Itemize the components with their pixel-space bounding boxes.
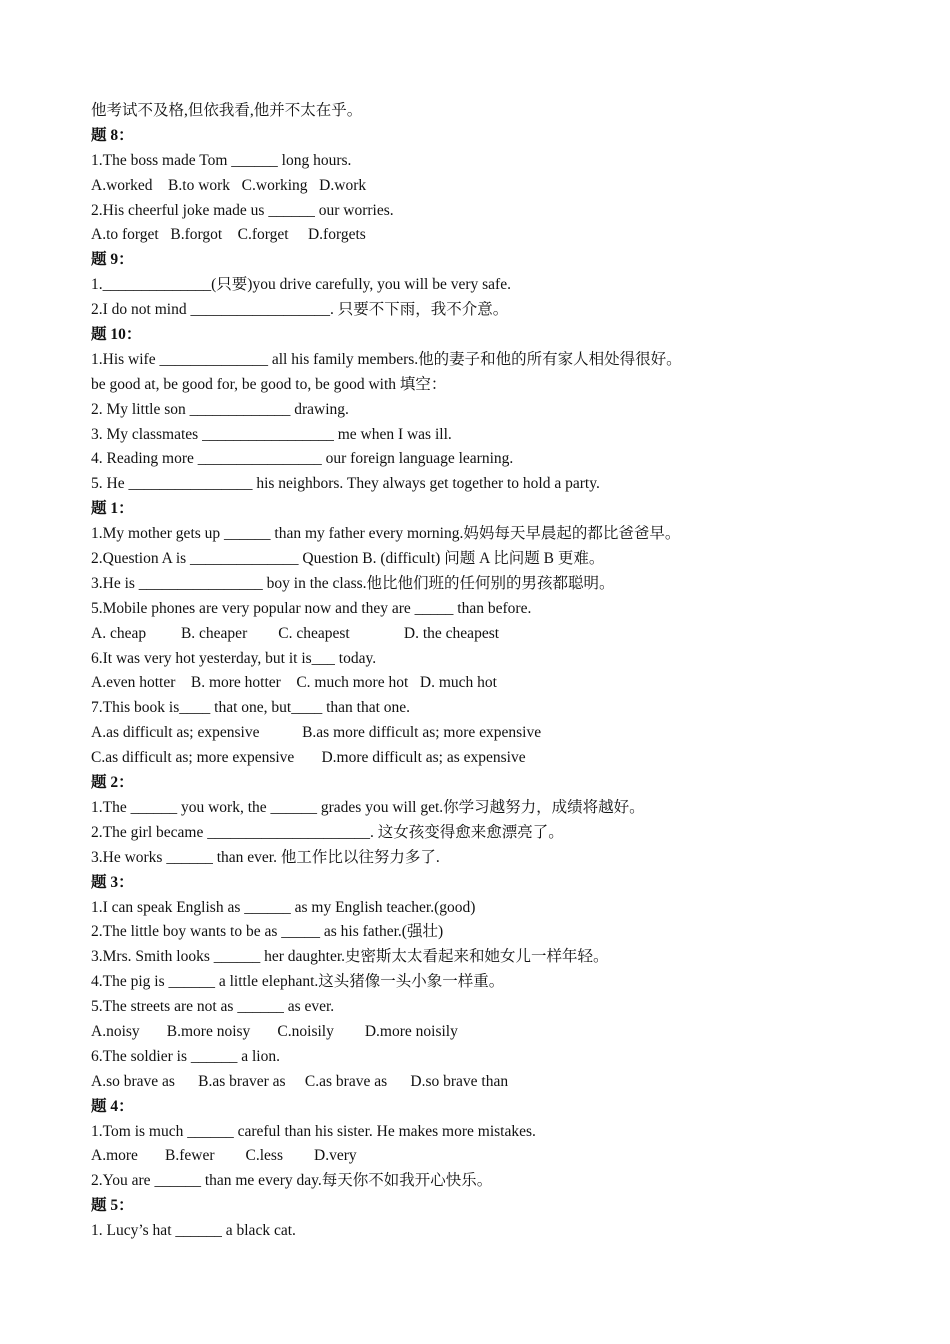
text-line: 2.You are ______ than me every day.每天你不如我开心快乐。 (91, 1172, 493, 1190)
text-line: A.worked B.to work C.working D.work (91, 176, 367, 194)
text-line: 2.His cheerful joke made us ______ our worries. (91, 201, 394, 219)
text-line: 1.______________(只要)you drive carefully, you will be very safe. (91, 276, 511, 294)
text-line: C.as difficult as; more expensive D.more difficult as; as expensive (91, 749, 526, 767)
text-line: A.so brave as B.as braver as C.as brave as D.so brave than (91, 1072, 509, 1090)
section-heading: 题 1： (91, 500, 134, 518)
text-line: 2.The girl became _____________________. 这女孩变得愈来愈漂亮了。 (91, 823, 564, 841)
section-heading: 题 5： (91, 1197, 134, 1215)
text-line: 2.I do not mind __________________. 只要不下雨，我不介意。 (91, 301, 509, 319)
text-line: 3.He works ______ than ever. 他工作比以往努力多了. (91, 848, 440, 866)
section-heading: 题 10： (91, 326, 142, 344)
text-line: 1.The ______ you work, the ______ grades you will get.你学习越努力，成绩将越好。 (91, 798, 645, 816)
text-line: 4.The pig is ______ a little elephant.这头猪像一头小象一样重。 (91, 973, 505, 991)
section-heading: 题 4： (91, 1097, 134, 1115)
text-line: 2. My little son _____________ drawing. (91, 400, 349, 418)
text-line: 1.My mother gets up ______ than my father every morning.妈妈每天早晨起的都比爸爸早。 (91, 525, 681, 543)
text-line: A.as difficult as; expensive B.as more difficult as; more expensive (91, 724, 542, 742)
section-heading: 题 2： (91, 774, 134, 792)
text-line: 6.The soldier is ______ a lion. (91, 1047, 280, 1065)
section-heading: 题 3： (91, 873, 134, 891)
text-line: 1.Tom is much ______ careful than his sister. He makes more mistakes. (91, 1122, 536, 1140)
text-line: 3. My classmates _________________ me when I was ill. (91, 425, 452, 443)
text-line: be good at, be good for, be good to, be good with 填空： (91, 375, 447, 393)
text-line: A. cheap B. cheaper C. cheapest D. the cheapest (91, 624, 500, 642)
text-line: A.noisy B.more noisy C.noisily D.more noisily (91, 1022, 458, 1040)
text-line: A.even hotter B. more hotter C. much more hot D. much hot (91, 674, 497, 692)
text-line: 5. He ________________ his neighbors. They always get together to hold a party. (91, 475, 600, 493)
text-line: 1.The boss made Tom ______ long hours. (91, 151, 352, 169)
text-line: 2.Question A is ______________ Question B. (difficult) 问题 A 比问题 B 更难。 (91, 550, 605, 568)
text-line: 1.His wife ______________ all his family members.他的妻子和他的所有家人相处得很好。 (91, 350, 682, 368)
text-line: A.to forget B.forgot C.forget D.forgets (91, 226, 366, 244)
text-line: 他考试不及格,但依我看,他并不太在乎。 (91, 102, 363, 119)
text-line: 7.This book is____ that one, but____ than that one. (91, 699, 411, 717)
text-line: 1.I can speak English as ______ as my English teacher.(good) (91, 898, 476, 916)
text-line: 4. Reading more ________________ our foreign language learning. (91, 450, 514, 468)
section-heading: 题 9： (91, 251, 134, 269)
text-line: 5.Mobile phones are very popular now and they are _____ than before. (91, 599, 532, 617)
document-page (91, 99, 911, 1244)
text-line: 2.The little boy wants to be as _____ as his father.(强壮) (91, 923, 444, 941)
text-line: 3.He is ________________ boy in the class.他比他们班的任何别的男孩都聪明。 (91, 574, 615, 592)
text-line: 6.It was very hot yesterday, but it is___ today. (91, 649, 377, 667)
text-line: 3.Mrs. Smith looks ______ her daughter.史密斯太太看起来和她女儿一样年轻。 (91, 948, 609, 966)
section-heading: 题 8： (91, 126, 134, 144)
text-line: 5.The streets are not as ______ as ever. (91, 998, 335, 1016)
text-line: 1. Lucy’s hat ______ a black cat. (91, 1222, 296, 1240)
text-line: A.more B.fewer C.less D.very (91, 1147, 357, 1165)
